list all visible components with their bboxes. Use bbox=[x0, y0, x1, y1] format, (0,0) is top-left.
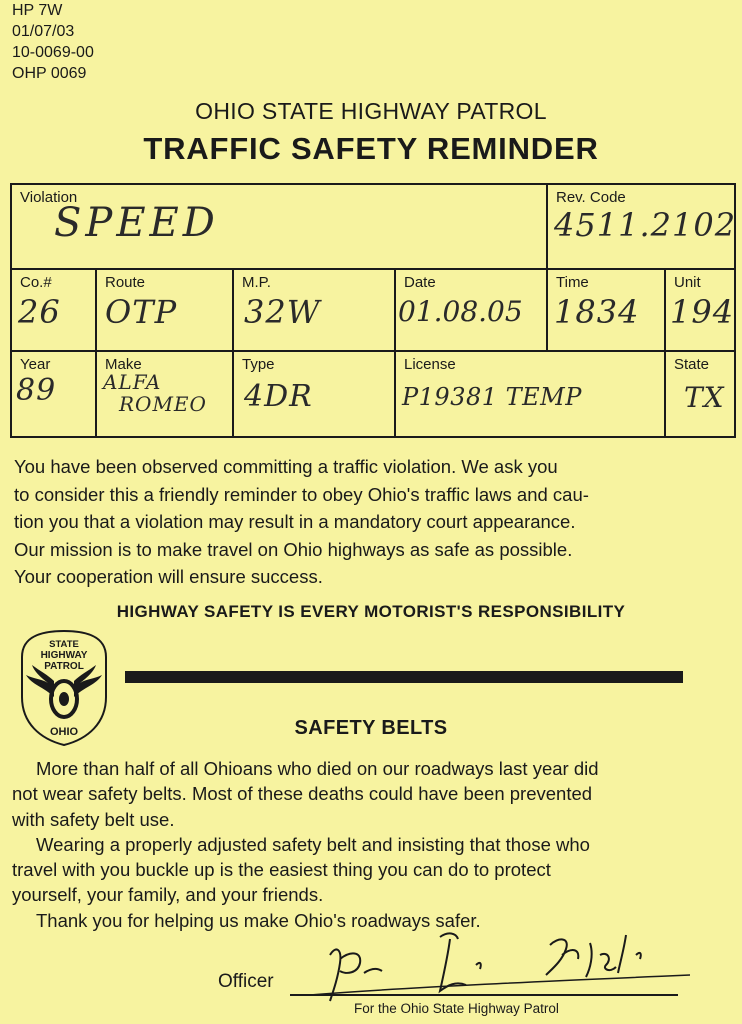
officer-signature bbox=[290, 915, 710, 1015]
belt-line: Thank you for helping us make Ohio's roadways safer. bbox=[36, 909, 481, 931]
intro-line: tion you that a violation may result in a mandatory court appearance. bbox=[14, 511, 576, 532]
milepost-cell bbox=[233, 269, 395, 351]
year-value: 89 bbox=[16, 373, 57, 408]
unit-cell bbox=[665, 269, 735, 351]
type-value: 4DR bbox=[244, 379, 313, 414]
county-label: Co.# bbox=[20, 274, 52, 291]
violation-cell bbox=[11, 184, 547, 269]
badge-line-2: HIGHWAY bbox=[40, 650, 88, 661]
intro-line: You have been observed committing a traffic violation. We ask you bbox=[14, 456, 558, 477]
for-patrol-caption: For the Ohio State Highway Patrol bbox=[354, 1001, 559, 1016]
state-value: TX bbox=[684, 381, 725, 414]
time-label: Time bbox=[556, 274, 589, 291]
milepost-label: M.P. bbox=[242, 274, 271, 291]
page-title: TRAFFIC SAFETY REMINDER bbox=[143, 131, 599, 166]
form-number: HP 7W bbox=[12, 2, 63, 19]
intro-line: to consider this a friendly reminder to obey Ohio's traffic laws and cau- bbox=[14, 483, 589, 505]
belt-line: yourself, your family, and your friends. bbox=[12, 884, 324, 906]
form-meta bbox=[12, 0, 94, 84]
belt-line: not wear safety belts. Most of these deaths could have been prevented bbox=[12, 783, 593, 805]
rev-code-cell bbox=[547, 184, 735, 269]
rev-code-value: 4511.2102 bbox=[554, 206, 737, 244]
agency-name: OHIO STATE HIGHWAY PATROL bbox=[195, 98, 547, 124]
year-cell bbox=[11, 351, 96, 437]
badge-line-4: OHIO bbox=[49, 726, 79, 738]
route-value: OTP bbox=[105, 293, 178, 331]
intro-line: Your cooperation will ensure success. bbox=[14, 566, 323, 587]
year-label: Year bbox=[20, 356, 51, 373]
state-label: State bbox=[674, 356, 710, 373]
license-cell bbox=[395, 351, 665, 437]
belt-line: travel with you buckle up is the easiest thing you can do to protect bbox=[12, 859, 551, 881]
state-cell bbox=[665, 351, 735, 437]
belt-line: Wearing a properly adjusted safety belt and insisting that those who bbox=[36, 833, 590, 855]
badge-line-3: PATROL bbox=[44, 661, 84, 672]
time-cell bbox=[547, 269, 665, 351]
make-value-line2: ROMEO bbox=[119, 392, 207, 416]
form-code: 10-0069-00 bbox=[12, 44, 94, 61]
type-cell bbox=[233, 351, 395, 437]
violation-label: Violation bbox=[20, 189, 78, 206]
safety-belts-paragraph bbox=[12, 756, 732, 933]
intro-line: Our mission is to make travel on Ohio highways as safe as possible. bbox=[14, 538, 573, 560]
make-cell bbox=[96, 351, 233, 437]
form-ohp-code: OHP 0069 bbox=[12, 65, 87, 82]
make-label: Make bbox=[105, 356, 142, 373]
violation-value: SPEED bbox=[54, 200, 219, 246]
form-date: 01/07/03 bbox=[12, 23, 75, 40]
milepost-value: 32W bbox=[244, 293, 321, 331]
divider-bar bbox=[125, 671, 683, 683]
violation-form bbox=[10, 183, 736, 438]
officer-label: Officer bbox=[218, 971, 274, 992]
belt-line: More than half of all Ohioans who died on our roadways last year did bbox=[36, 758, 599, 779]
license-label: License bbox=[404, 356, 456, 373]
date-cell bbox=[395, 269, 547, 351]
rev-code-label: Rev. Code bbox=[556, 189, 626, 206]
time-value: 1834 bbox=[554, 293, 640, 331]
unit-value: 194 bbox=[670, 293, 735, 331]
route-label: Route bbox=[105, 274, 146, 291]
type-label: Type bbox=[242, 356, 275, 373]
safety-belts-heading: SAFETY BELTS bbox=[294, 717, 448, 739]
winged-wheel-icon bbox=[26, 665, 102, 717]
county-value: 26 bbox=[18, 293, 61, 331]
highway-safety-heading: HIGHWAY SAFETY IS EVERY MOTORIST'S RESPONSIBILITY bbox=[116, 602, 626, 621]
license-value: P19381 TEMP bbox=[402, 383, 582, 411]
date-label: Date bbox=[404, 274, 436, 291]
county-cell bbox=[11, 269, 96, 351]
route-cell bbox=[96, 269, 233, 351]
make-value: ALFA bbox=[103, 370, 162, 394]
intro-paragraph bbox=[14, 453, 730, 591]
badge-line-1: STATE bbox=[49, 639, 79, 650]
unit-label: Unit bbox=[674, 274, 701, 291]
date-value: 01.08.05 bbox=[398, 295, 523, 328]
belt-line: with safety belt use. bbox=[12, 808, 175, 830]
